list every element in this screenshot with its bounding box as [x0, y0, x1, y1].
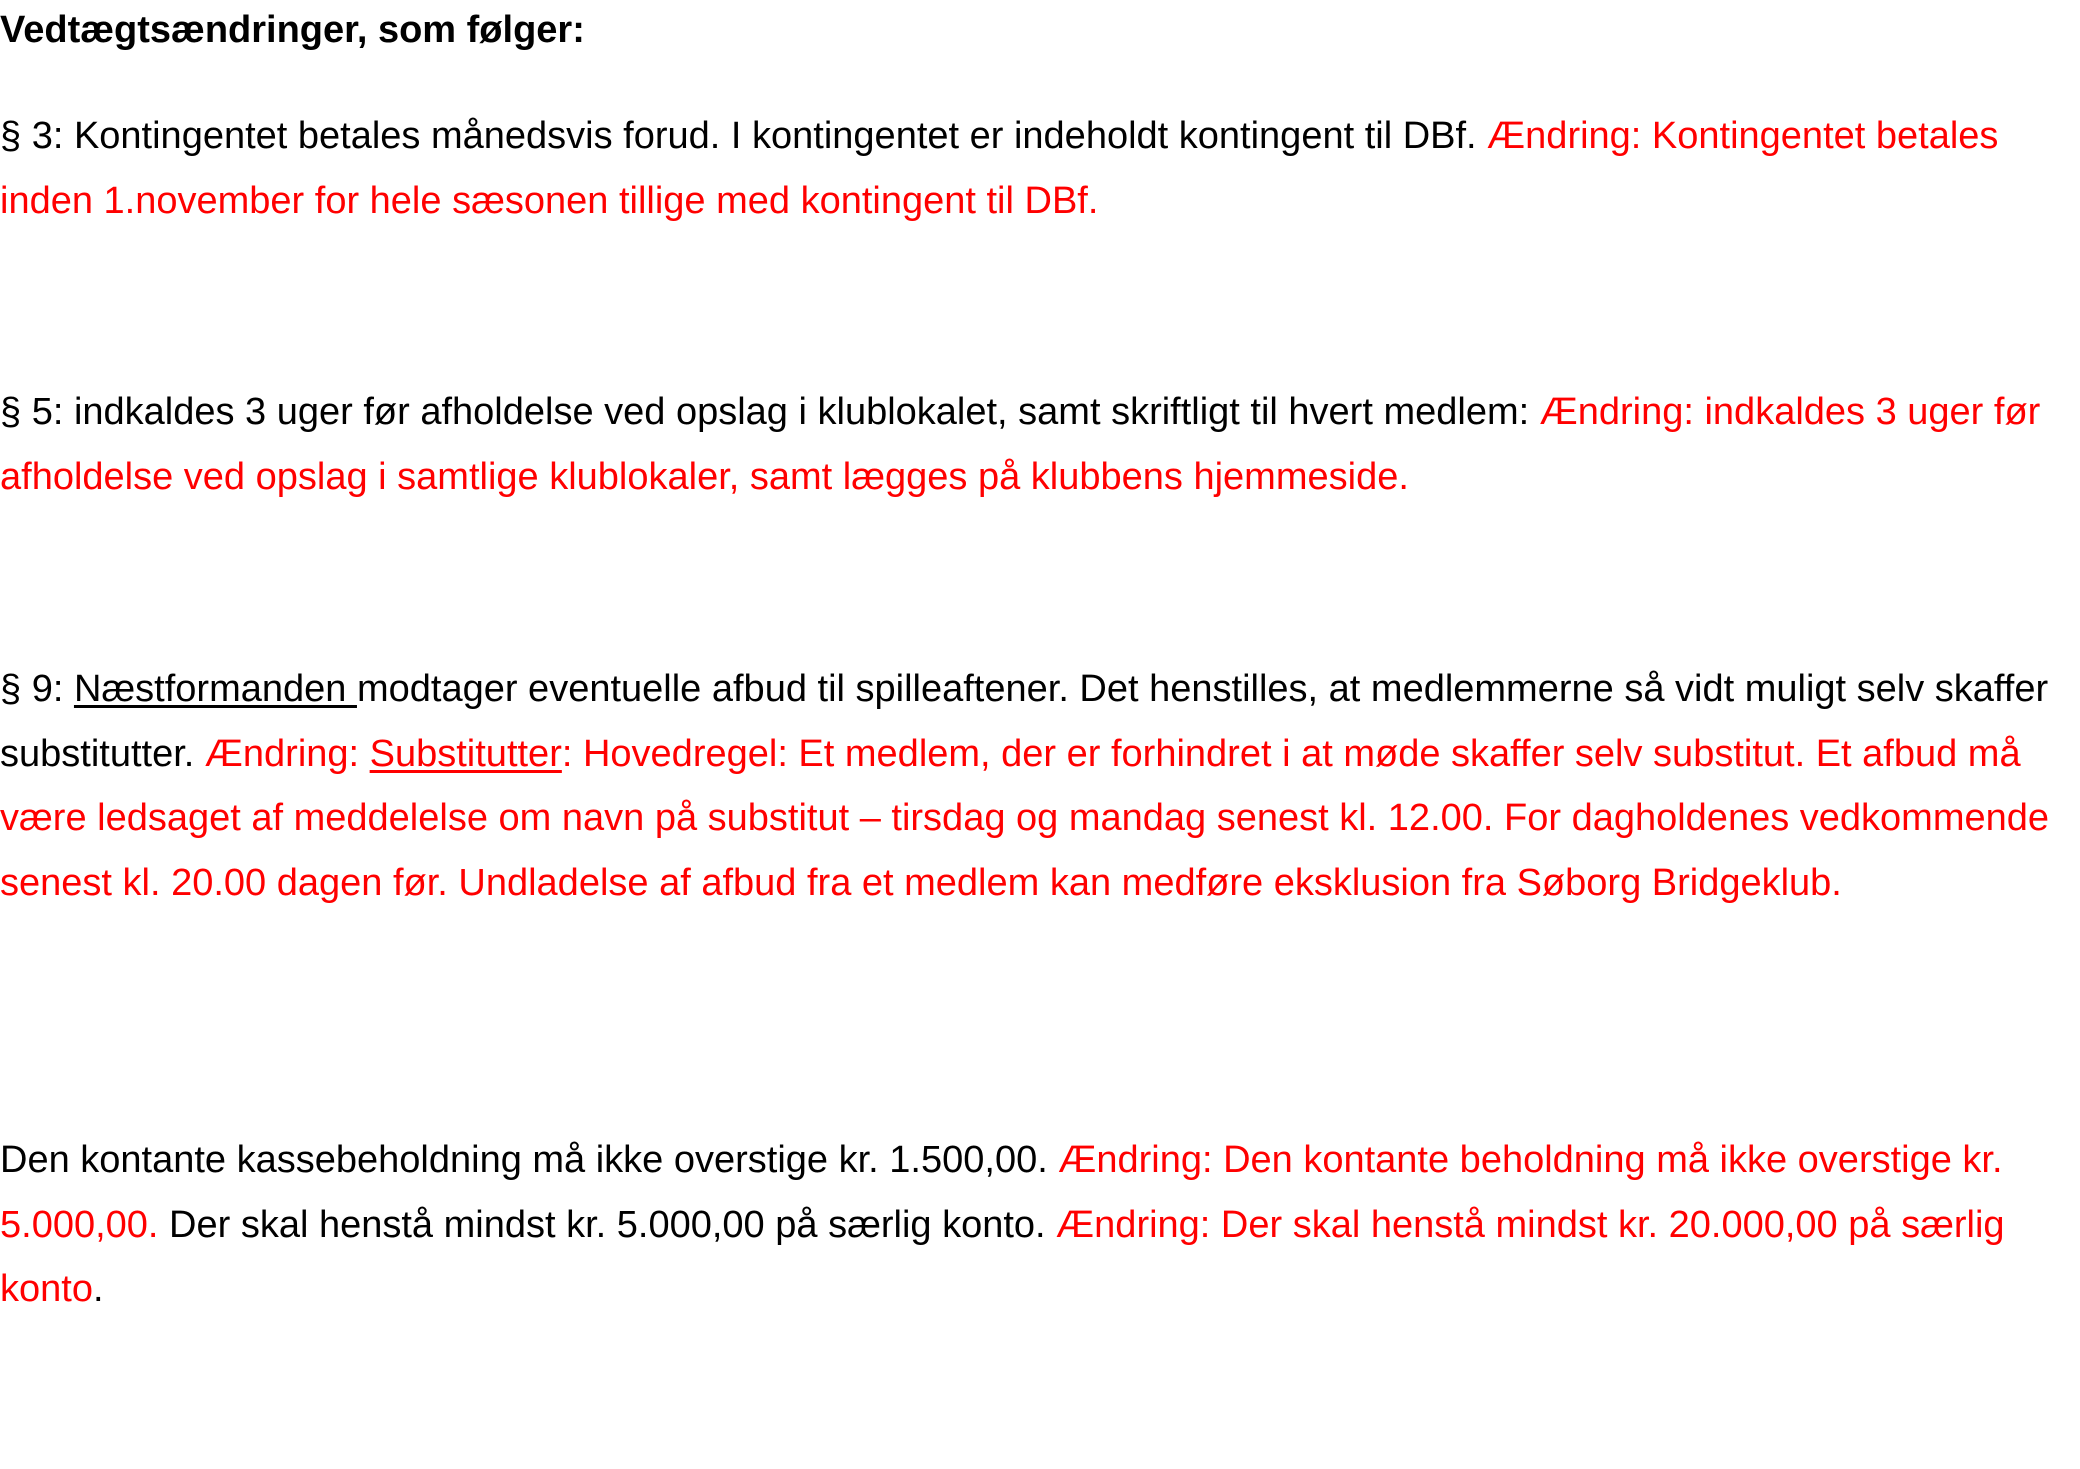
section-9-prefix: § 9: — [0, 668, 74, 710]
document-heading: Vedtægtsændringer, som følger: — [0, 9, 585, 51]
paragraph-cash-holding — [0, 1128, 2078, 1322]
paragraph-section-3 — [0, 104, 2078, 233]
section-9-original-text: modtager eventuelle afbud til spilleaftener. Det henstilles, at medlemmerne så vidt muligt selv skaffer substitutter. — [0, 668, 2049, 775]
section-9-change-text: : Hovedregel: Et medlem, der er forhindret i at møde skaffer selv substitut. Et afbud må være ledsaget af meddelelse om navn på substitut – tirsdag og mandag senest kl. 12.00. For dagholdenes vedkommende senest kl. 20.00 dagen før. Undladelse af afbud fra et medlem kan medføre eksklusion fra Søborg Bridgeklub. — [0, 732, 2050, 904]
cash-change-1-text: Ændring: Den kontante beholdning må ikke overstige kr. 5.000,00. — [0, 1139, 2003, 1246]
cash-original-text: Den kontante kassebeholdning må ikke overstige kr. 1.500,00. — [0, 1139, 1059, 1181]
section-9-change-underlined-term: Substitutter — [369, 732, 562, 775]
section-9-change-prefix: Ændring: — [204, 732, 370, 775]
section-3-original-text: § 3: Kontingentet betales månedsvis forud. I kontingentet er indeholdt kontingent til DBf. — [0, 115, 1488, 157]
section-3-change-text: Ændring: Kontingentet betales inden 1.november for hele sæsonen tillige med kontingent til DBf. — [0, 115, 1999, 222]
paragraph-section-5 — [0, 380, 2078, 509]
section-5-change-text: Ændring: indkaldes 3 uger før afholdelse ved opslag i samtlige klublokaler, samt lægges på klubbens hjemmeside. — [0, 391, 2041, 498]
section-9-underlined-term: Næstformanden — [73, 668, 357, 710]
cash-original-text-2: Der skal henstå mindst kr. 5.000,00 på særlig konto. — [158, 1203, 1057, 1246]
cash-change-2-text: Ændring: Der skal henstå mindst kr. 20.000,00 på særlig konto — [0, 1203, 2005, 1310]
cash-end-punctuation: . — [92, 1268, 104, 1310]
section-5-original-text: § 5: indkaldes 3 uger før afholdelse ved opslag i klublokalet, samt skriftligt til hvert medlem: — [0, 391, 1540, 433]
paragraph-section-9 — [0, 657, 2078, 915]
